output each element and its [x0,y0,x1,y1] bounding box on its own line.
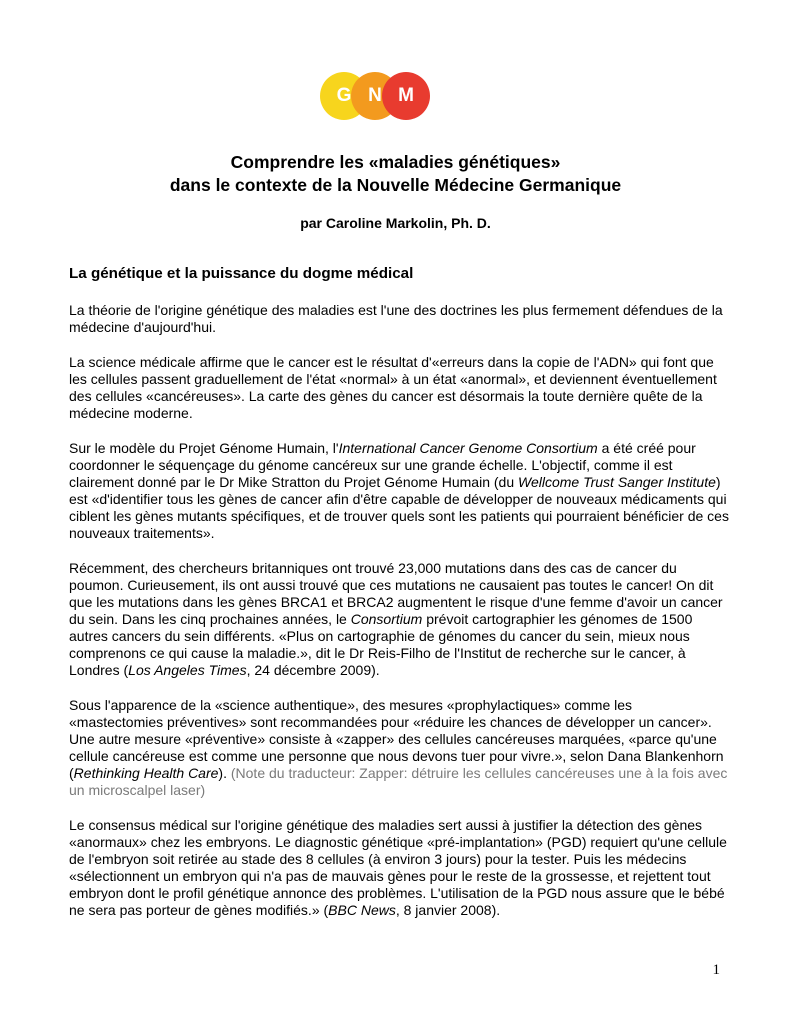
text-run: , 8 janvier 2008). [395,902,501,918]
text-run: a été créé pour coordonner le séquençage du génome cancéreux sur une grande échelle. L'objectif, comme il est clairement donné par le Dr Mike Stratton du Projet Génome Humain (du [69,440,696,490]
author-byline: par Caroline Markolin, Ph. D. [300,215,491,231]
text-run: prévoit cartographier les génomes de 1500 autres cancers du sein différents. «Plus on cartographie de génomes du cancer du sein, mieux nous comprenons ce qui cause la maladie.», dit le Dr Reis-Filho de l'Institut de recherche sur le cancer, à Londres ( [69,611,693,678]
italic-source: Rethinking Health Care [73,765,219,781]
page-number: 1 [712,962,720,978]
text-run: Récemment, des chercheurs britanniques ont trouvé 23,000 mutations dans des cas de cancer du poumon. Curieusement, ils ont aussi trouvé que ces mutations ne causaient pas toutes le cancer! On dit que les mutations dans les gènes BRCA1 et BRCA2 augmentent le risque d'une femme d'avoir un cancer du sein. Dans les cinq prochaines années, le [69,560,723,627]
logo-circle-g: G [320,72,368,120]
italic-org-name: International Cancer Genome Consortium [338,440,598,456]
translator-note: (Note du traducteur: Zapper: détruire les cellules cancéreuses une à la fois avec un microscalpel laser) [69,765,728,798]
text-run: Sous l'apparence de la «science authentique», des mesures «prophylactiques» comme les «mastectomies préventives» sont recommandées pour «réduire les chances de développer un cancer». Une autre mesure «préventive» consiste à «zapper» des cellules cancéreuses marquées, «parce qu'une cellule cancéreuse est comme une personne que nous devons tuer pour vivre.», selon Dana Blankenhorn ( [69,697,724,781]
paragraph-5 [69,697,729,799]
paragraph-1: La théorie de l'origine génétique des maladies est l'une des doctrines les plus fermement défendues de la médecine d'aujourd'hui. [69,302,723,335]
logo-circle-m: M [382,72,430,120]
title-line-1: Comprendre les «maladies génétiques» [230,152,561,172]
italic-consortium: Consortium [350,611,423,627]
paragraph-3 [69,440,729,542]
paragraph-6 [69,817,729,919]
logo-circle-n: N [351,72,399,120]
paragraph-2: La science médicale affirme que le cancer est le résultat d'«erreurs dans la copie de l'ADN» qui font que les cellules passent graduellement de l'état «normal» à un état «anormal», et deviennent éventuellement des cellules «cancéreuses». La carte des gènes du cancer est désormais la toute dernière quête de la médecine moderne. [69,354,717,421]
text-run: ). [218,765,227,781]
document-title [0,151,791,197]
paragraph-4 [69,560,729,679]
gnm-logo [320,72,430,120]
text-run: Le consensus médical sur l'origine génétique des maladies sert aussi à justifier la détection des gènes «anormaux» chez les embryons. Le diagnostic génétique «pré-implantation» (PGD) requiert qu'une cellule de l'embryon soit retirée au stade des 8 cellules (à environ 3 jours) pour la tester. Puis les médecins «sélectionnent un embryon qui n'a pas de mauvais gènes pour le reste de la grossesse, et rejettent tout embryon dont le profil génétique annonce des problèmes. L'utilisation de la PGD nous assure que le bébé ne sera pas porteur de gènes modifiés.» ( [69,817,727,918]
title-line-2: dans le contexte de la Nouvelle Médecine Germanique [169,175,622,195]
section-heading: La génétique et la puissance du dogme médical [69,265,414,282]
document-body [69,302,729,937]
text-run: ) est «d'identifier tous les gènes de cancer afin d'être capable de développer de nouveaux médicaments qui ciblent les gènes mutants spécifiques, et de trouver quels sont les patients qui pourraient bénéficier de ces nouveaux traitements». [69,474,729,541]
text-run: Sur le modèle du Projet Génome Humain, l' [69,440,339,456]
text-run: , 24 décembre 2009). [246,662,380,678]
italic-source: Los Angeles Times [128,662,247,678]
italic-source: BBC News [328,902,396,918]
italic-institute-name: Wellcome Trust Sanger Institute [518,474,716,490]
